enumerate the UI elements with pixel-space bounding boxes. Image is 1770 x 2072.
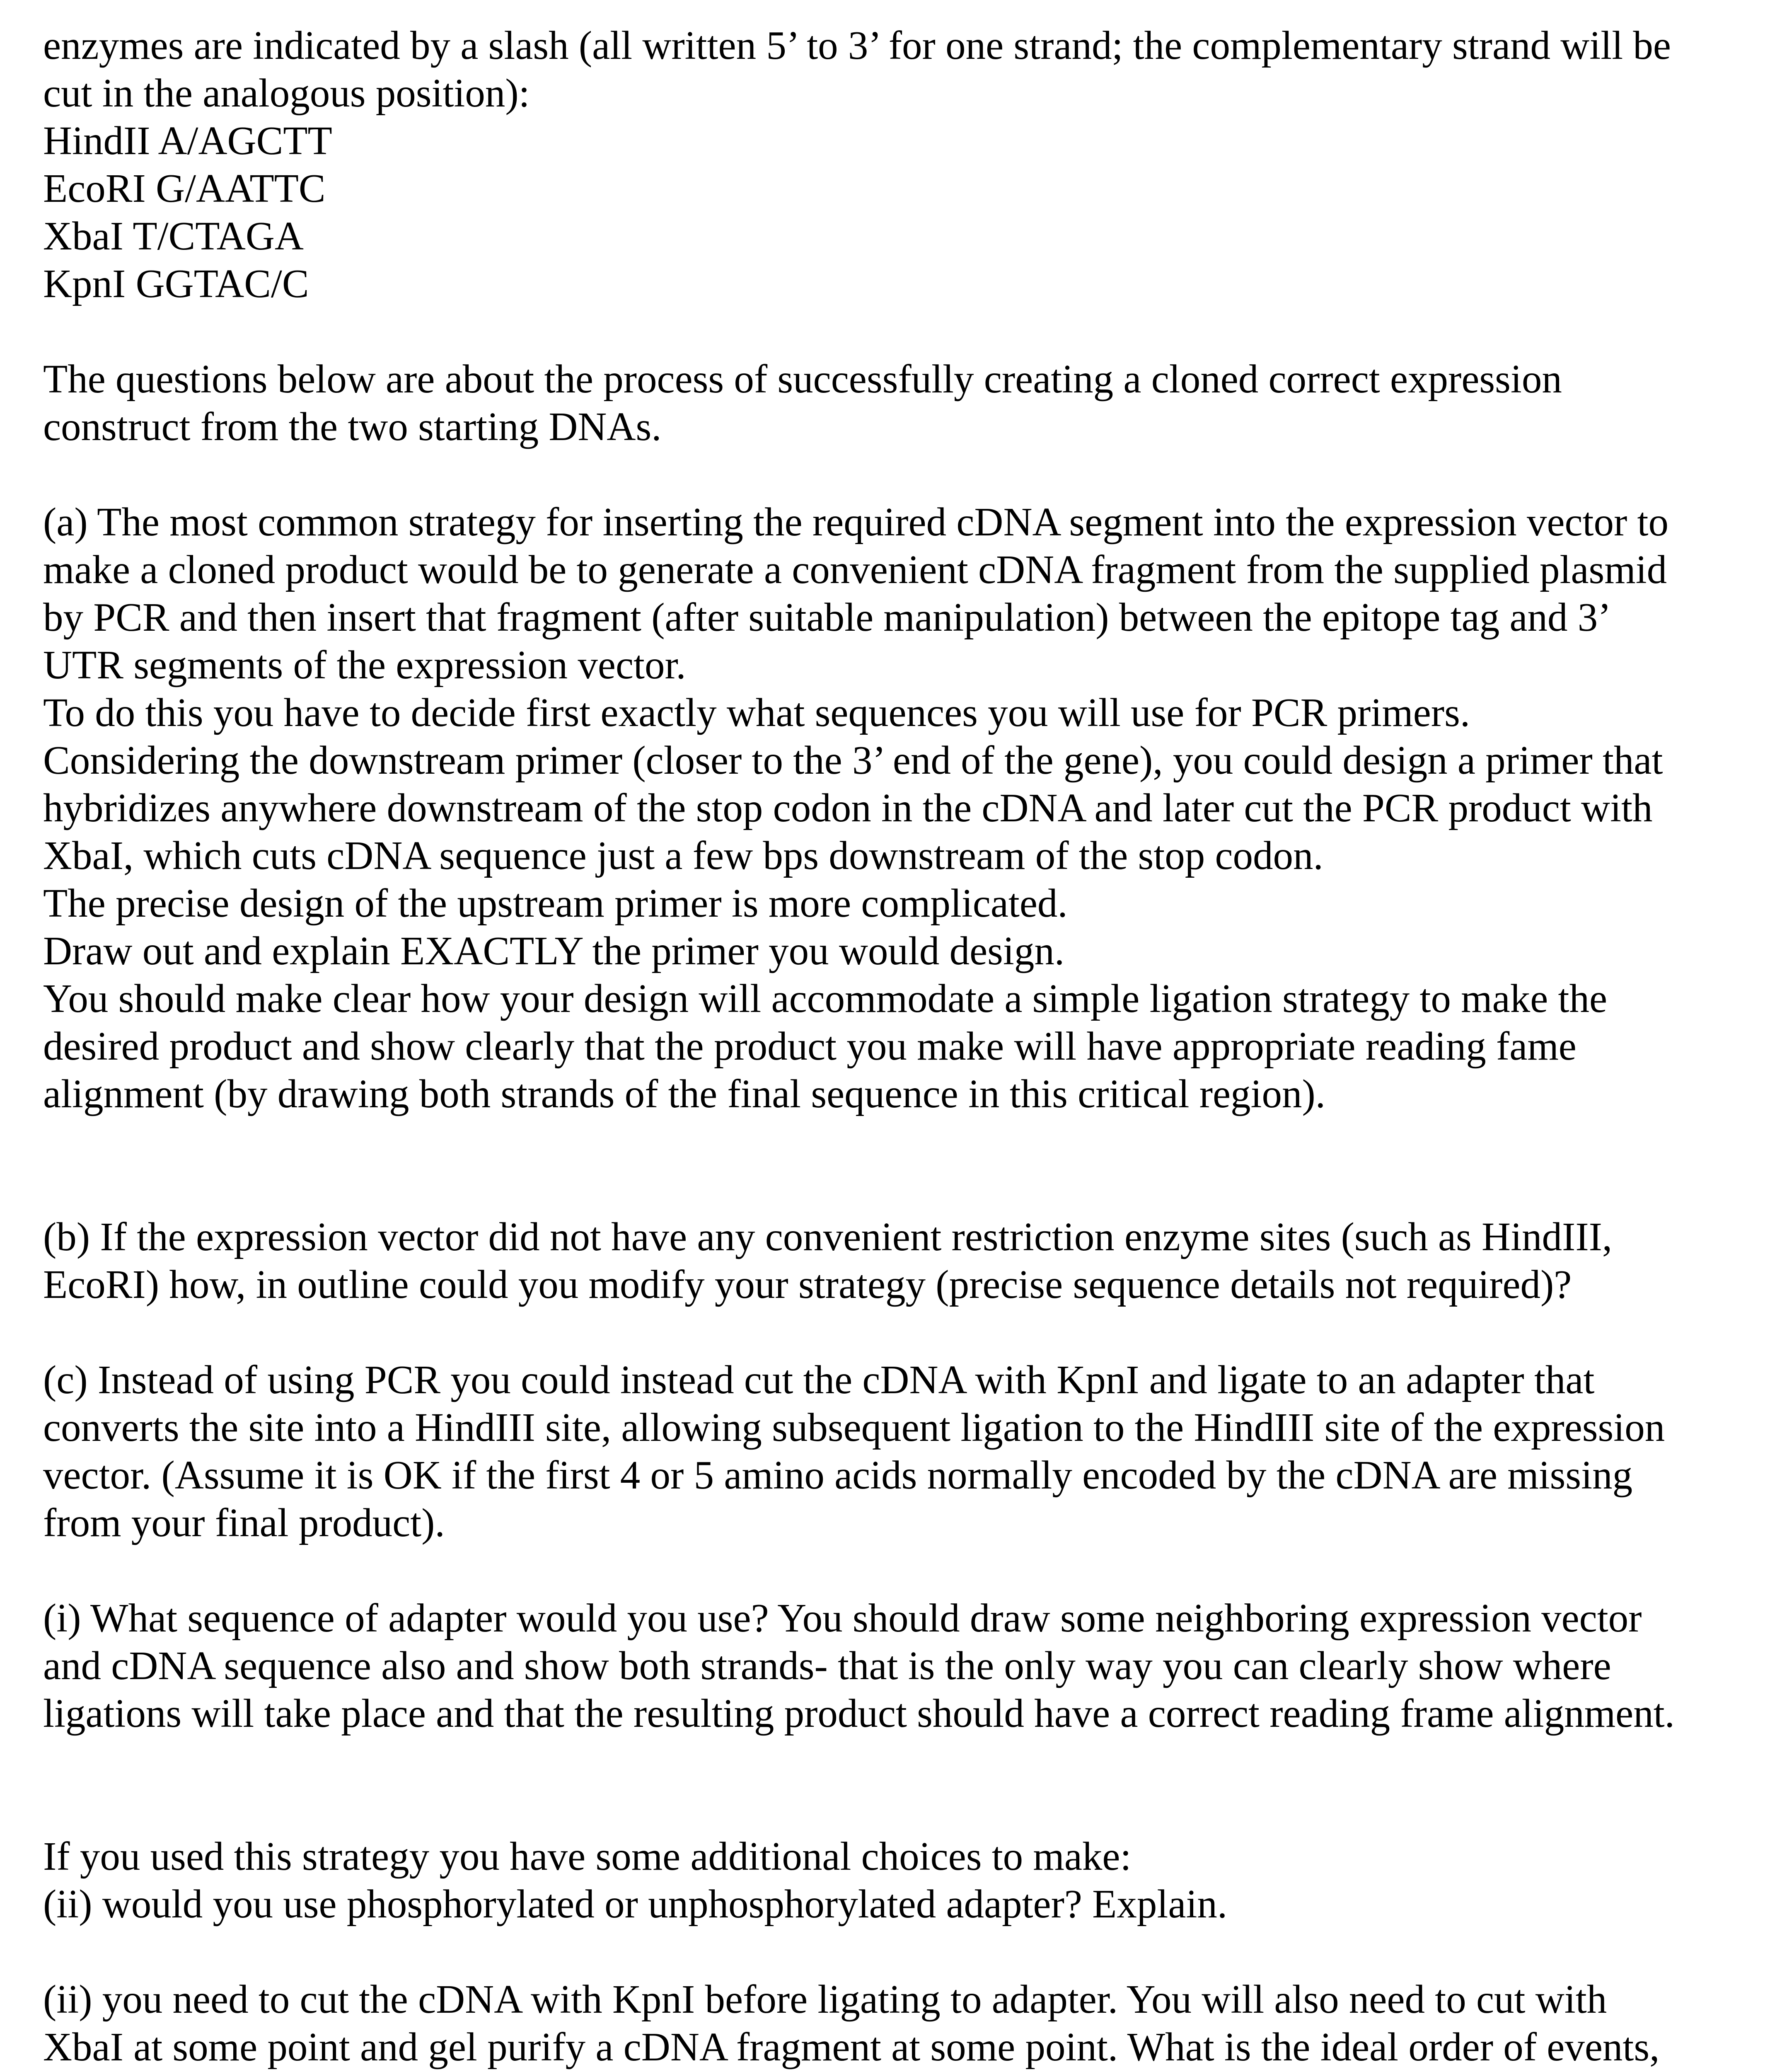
text-line: desired product and show clearly that the product you make will have appropriate reading fame: [43, 1024, 1577, 1068]
text-line: You should make clear how your design will accommodate a simple ligation strategy to make the: [43, 976, 1607, 1021]
paragraph-spacer: [43, 307, 1734, 355]
text-line: EcoRI) how, in outline could you modify your strategy (precise sequence details not required)?: [43, 1262, 1572, 1307]
text-line: XbaI, which cuts cDNA sequence just a few bps downstream of the stop codon.: [43, 833, 1323, 878]
text-line: XbaI at some point and gel purify a cDNA fragment at some point. What is the ideal order of events,: [43, 2025, 1660, 2069]
text-line: and cDNA sequence also and show both strands- that is the only way you can clearly show where: [43, 1644, 1611, 1688]
question-a: [43, 498, 1734, 1118]
enzyme-ecori: EcoRI G/AATTC: [43, 166, 326, 211]
text-line: (c) Instead of using PCR you could instead cut the cDNA with KpnI and ligate to an adapter that: [43, 1358, 1595, 1402]
text-line: To do this you have to decide first exactly what sequences you will use for PCR primers.: [43, 690, 1470, 735]
enzyme-list: [43, 117, 1734, 307]
text-line: The precise design of the upstream primer is more complicated.: [43, 881, 1068, 925]
text-line: make a cloned product would be to generate a convenient cDNA fragment from the supplied plasmid: [43, 547, 1667, 592]
text-line: The questions below are about the process of successfully creating a cloned correct expression: [43, 357, 1562, 401]
text-line: vector. (Assume it is OK if the first 4 or 5 amino acids normally encoded by the cDNA are missing: [43, 1453, 1633, 1497]
paragraph-spacer: [43, 1547, 1734, 1594]
question-c-ii-adapter: [43, 1832, 1734, 1928]
text-line: (b) If the expression vector did not have any convenient restriction enzyme sites (such as HindIII,: [43, 1215, 1613, 1259]
paragraph-spacer: [43, 1928, 1734, 1975]
question-c-i: [43, 1594, 1734, 1737]
text-line: Considering the downstream primer (closer to the 3’ end of the gene), you could design a primer that: [43, 738, 1663, 782]
paragraph-spacer: [43, 1308, 1734, 1356]
enzyme-xbai: XbaI T/CTAGA: [43, 214, 304, 258]
context-paragraph: [43, 355, 1734, 450]
enzyme-hindii: HindII A/AGCTT: [43, 119, 332, 163]
question-c: [43, 1356, 1734, 1547]
paragraph-spacer: [43, 1118, 1734, 1213]
text-line: from your final product).: [43, 1501, 445, 1545]
text-line: converts the site into a HindIII site, allowing subsequent ligation to the HindIII site of the expression: [43, 1405, 1665, 1450]
question-b: [43, 1213, 1734, 1308]
text-line: If you used this strategy you have some additional choices to make:: [43, 1834, 1132, 1878]
text-line: (i) What sequence of adapter would you use? You should draw some neighboring expression vector: [43, 1596, 1642, 1640]
text-line: construct from the two starting DNAs.: [43, 404, 662, 449]
enzyme-kpni: KpnI GGTAC/C: [43, 261, 309, 306]
text-line: UTR segments of the expression vector.: [43, 643, 686, 687]
text-line: enzymes are indicated by a slash (all written 5’ to 3’ for one strand; the complementary strand will be: [43, 23, 1671, 68]
document-page: [43, 22, 1734, 2072]
text-line: hybridizes anywhere downstream of the stop codon in the cDNA and later cut the PCR product with: [43, 786, 1653, 830]
text-line: (ii) you need to cut the cDNA with KpnI before ligating to adapter. You will also need to cut with: [43, 1977, 1607, 2021]
text-line: alignment (by drawing both strands of the final sequence in this critical region).: [43, 1072, 1326, 1116]
question-c-ii-order: [43, 1975, 1734, 2072]
text-line: (ii) would you use phosphorylated or unphosphorylated adapter? Explain.: [43, 1882, 1228, 1926]
text-line: cut in the analogous position):: [43, 71, 530, 115]
paragraph-spacer: [43, 1737, 1734, 1832]
text-line: by PCR and then insert that fragment (after suitable manipulation) between the epitope tag and 3’: [43, 595, 1611, 639]
text-line: (a) The most common strategy for inserting the required cDNA segment into the expression vector to: [43, 500, 1669, 544]
paragraph-spacer: [43, 450, 1734, 498]
text-line: Draw out and explain EXACTLY the primer you would design.: [43, 929, 1065, 973]
text-line: ligations will take place and that the resulting product should have a correct reading frame alignment.: [43, 1691, 1675, 1736]
intro-paragraph: [43, 22, 1734, 117]
